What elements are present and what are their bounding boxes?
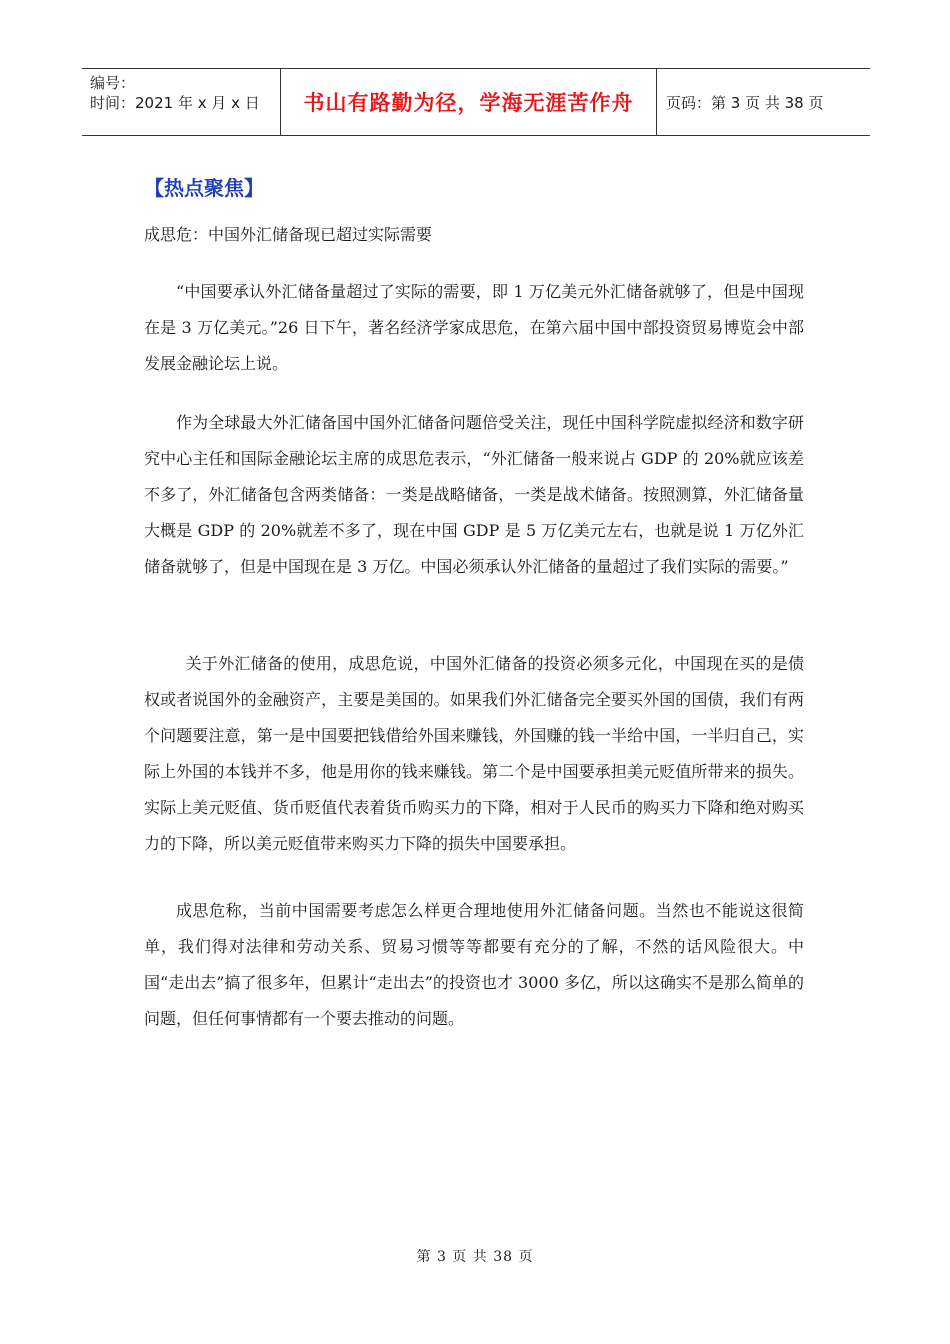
- section-title: 【热点聚焦】: [144, 176, 264, 200]
- document-number: 编号：: [90, 74, 136, 92]
- page-header: [82, 68, 870, 136]
- paragraph-3: 关于外汇储备的使用，成思危说，中国外汇储备的投资必须多元化，中国现在买的是债权或者说国外的金融资产，主要是美国的。如果我们外汇储备完全要买外国的国债，我们有两个问题要注意，第一是中国要把钱借给外国来赚钱，外国赚的钱一半给中国，一半归自己，实际上外国的本钱并不多，他是用你的钱来赚钱。第二个是中国要承担美元贬值所带来的损失。实际上美元贬值、货币贬值代表着货币购买力的下降，相对于人民币的购买力下降和绝对购买力的下降，所以美元贬值带来购买力下降的损失中国要承担。: [144, 654, 804, 853]
- paragraph-2: 作为全球最大外汇储备国中国外汇储备问题倍受关注，现任中国科学院虚拟经济和数字研究中心主任和国际金融论坛主席的成思危表示，“外汇储备一般来说占 GDP 的 20%就应该差不多了，外汇储备包含两类储备：一类是战略储备，一类是战术储备。按照测算，外汇储备量大概是 GDP 的 20%就差不多了，现在中国 GDP 是 5 万亿美元左右，也就是说 1 万亿外汇储备就够了，但是中国现在是 3 万亿。中国必须承认外汇储备的量超过了我们实际的需要。”: [144, 413, 804, 576]
- page-footer: 第 3 页 共 38 页: [416, 1249, 534, 1265]
- document-date: 时间：2021 年 x 月 x 日: [90, 94, 260, 112]
- header-page-info: 页码：第 3 页 共 38 页: [666, 93, 824, 112]
- paragraph-4: 成思危称，当前中国需要考虑怎么样更合理地使用外汇储备问题。当然也不能说这很简单，我们得对法律和劳动关系、贸易习惯等等都要有充分的了解，不然的话风险很大。中国“走出去”搞了很多年，但累计“走出去”的投资也才 3000 多亿，所以这确实不是那么简单的问题，但任何事情都有一个要去推动的问题。: [144, 901, 804, 1028]
- paragraph-1: “中国要承认外汇储备量超过了实际的需要，即 1 万亿美元外汇储备就够了，但是中国现在是 3 万亿美元。”26 日下午，著名经济学家成思危，在第六届中国中部投资贸易博览会中部发展金融论坛上说。: [144, 282, 804, 373]
- header-meta: [82, 69, 281, 135]
- header-motto: 书山有路勤为径，学海无涯苦作舟: [281, 69, 657, 135]
- article-subtitle: 成思危：中国外汇储备现已超过实际需要: [144, 225, 433, 244]
